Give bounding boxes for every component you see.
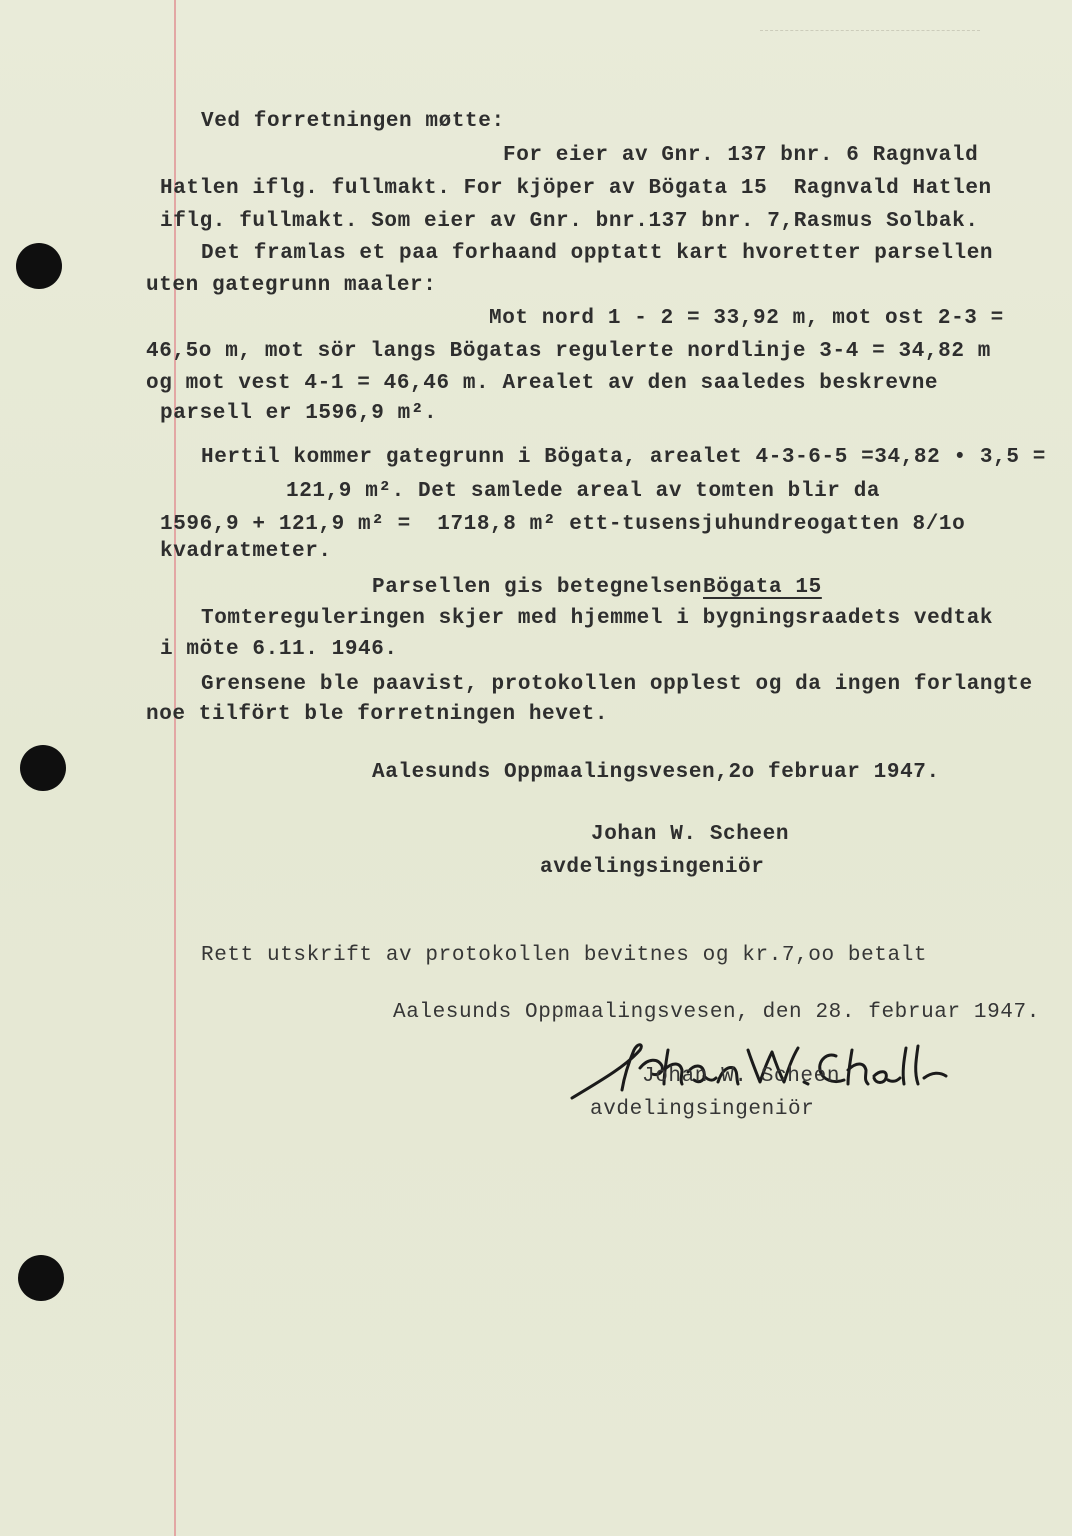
text-line: Grensene ble paavist, protokollen opplest og da ingen forlangte — [201, 673, 1033, 696]
punch-hole-top — [16, 243, 62, 289]
parcel-designation: Bögata 15 — [703, 576, 822, 599]
text-line: uten gategrunn maaler: — [146, 274, 437, 297]
text-line: avdelingsingeniör — [590, 1098, 815, 1121]
text-line: noe tilfört ble forretningen hevet. — [146, 703, 609, 726]
text-line: iflg. fullmakt. Som eier av Gnr. bnr.137 bnr. 7,Rasmus Solbak. — [160, 210, 979, 233]
punch-hole-bottom — [18, 1255, 64, 1301]
text-line: avdelingsingeniör — [540, 856, 765, 879]
text-line: Det framlas et paa forhaand opptatt kart hvoretter parsellen — [201, 242, 994, 265]
text-line: i möte 6.11. 1946. — [160, 638, 398, 661]
text-line: Rett utskrift av protokollen bevitnes og kr.7,oo betalt — [201, 944, 928, 967]
text-line: Tomtereguleringen skjer med hjemmel i bygningsraadets vedtak — [201, 607, 994, 630]
text-line: 46,5o m, mot sör langs Bögatas regulerte nordlinje 3-4 = 34,82 m — [146, 340, 991, 363]
text-line: og mot vest 4-1 = 46,46 m. Arealet av den saaledes beskrevne — [146, 372, 939, 395]
text-line: Hertil kommer gategrunn i Bögata, arealet 4-3-6-5 =34,82 • 3,5 = — [201, 446, 1046, 469]
text-line: Johan W. Scheen — [591, 823, 790, 846]
paper-smudge — [760, 30, 980, 45]
text-line: Johan W. Scheen — [642, 1065, 841, 1088]
text-line: Aalesunds Oppmaalingsvesen, den 28. februar 1947. — [393, 1001, 1040, 1024]
text-line: parsell er 1596,9 m². — [160, 402, 438, 425]
text-line: kvadratmeter. — [160, 540, 332, 563]
punch-hole-middle — [20, 745, 66, 791]
text-line: 1596,9 + 121,9 m² = 1718,8 m² ett-tusensjuhundreogatten 8/1o — [160, 513, 966, 536]
text-line: Parsellen gis betegnelsen — [372, 576, 703, 599]
text-line: Hatlen iflg. fullmakt. For kjöper av Bögata 15 Ragnvald Hatlen — [160, 177, 992, 200]
text-line: For eier av Gnr. 137 bnr. 6 Ragnvald — [503, 144, 979, 167]
text-line: 121,9 m². Det samlede areal av tomten blir da — [286, 480, 881, 503]
text-line: Aalesunds Oppmaalingsvesen,2o februar 1947. — [372, 761, 940, 784]
text-line: Mot nord 1 - 2 = 33,92 m, mot ost 2-3 = — [489, 307, 1004, 330]
text-line: Ved forretningen møtte: — [201, 110, 505, 133]
